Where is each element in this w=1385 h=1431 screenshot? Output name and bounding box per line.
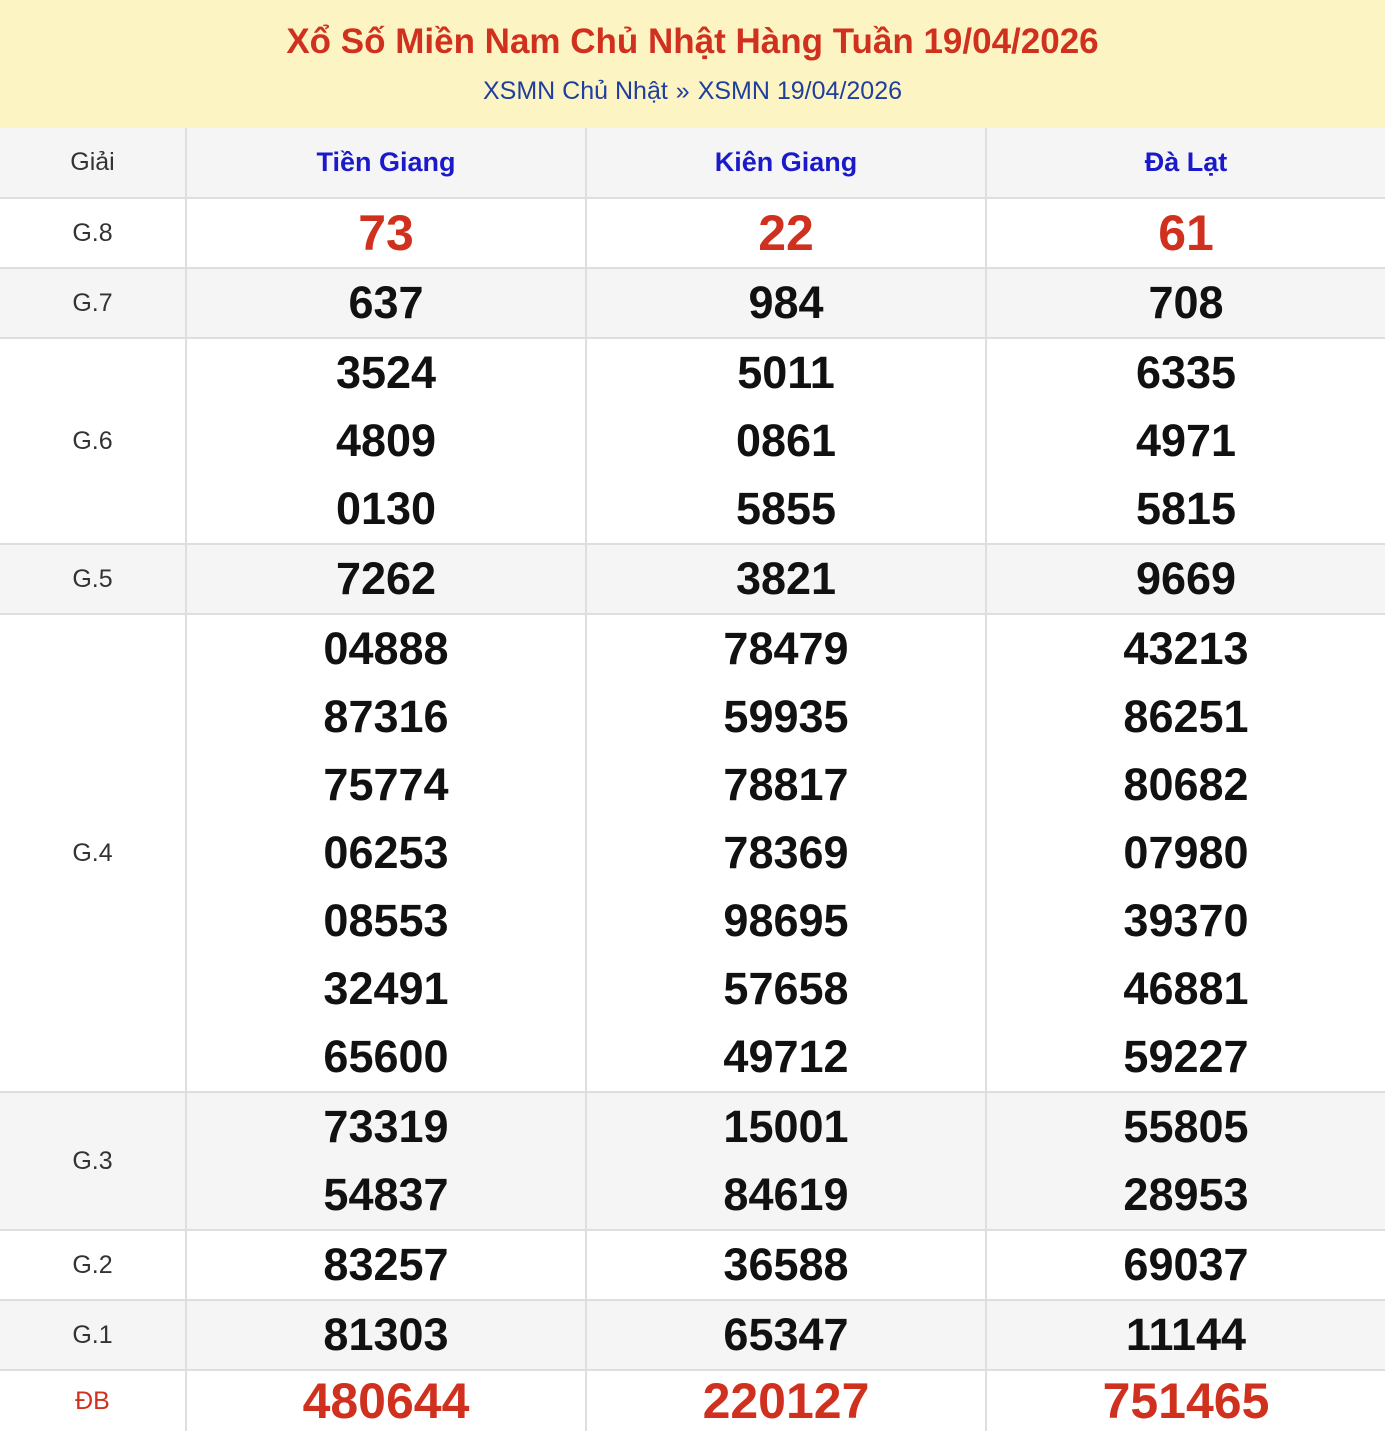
result-number: 06253 [323, 827, 449, 878]
result-number: 28953 [1123, 1169, 1249, 1220]
result-number: 04888 [323, 623, 449, 674]
prize-label: G.4 [0, 614, 186, 1092]
result-cell [586, 338, 986, 544]
result-number: 984 [748, 277, 824, 328]
result-cell [586, 1092, 986, 1230]
prize-label: G.8 [0, 198, 186, 268]
result-number: 81303 [323, 1309, 449, 1360]
result-number: 43213 [1123, 623, 1249, 674]
result-cell [986, 268, 1385, 338]
result-number: 80682 [1123, 759, 1249, 810]
prize-label: G.7 [0, 268, 186, 338]
result-cell [586, 614, 986, 1092]
result-cell [586, 268, 986, 338]
result-number: 65347 [723, 1309, 849, 1360]
province-header-tien-giang[interactable]: Tiền Giang [186, 128, 586, 198]
result-cell [986, 614, 1385, 1092]
result-number: 36588 [723, 1239, 849, 1290]
result-cell [586, 1300, 986, 1370]
result-number: 54837 [323, 1169, 449, 1220]
results-table [0, 128, 1385, 1431]
breadcrumb-link-sunday[interactable]: XSMN Chủ Nhật [483, 77, 668, 105]
result-number: 4971 [1135, 415, 1237, 466]
result-cell [986, 198, 1385, 268]
prize-row-g8 [0, 198, 1385, 268]
result-number: 78479 [723, 623, 849, 674]
result-cell [986, 1300, 1385, 1370]
prize-row-g1 [0, 1300, 1385, 1370]
result-number: 73319 [323, 1101, 449, 1152]
result-number: 86251 [1123, 691, 1249, 742]
result-cell [986, 1092, 1385, 1230]
prize-row-g7 [0, 268, 1385, 338]
result-number: 78369 [723, 827, 849, 878]
prize-label: G.6 [0, 338, 186, 544]
result-cell [586, 1370, 986, 1431]
result-cell [186, 338, 586, 544]
result-number: 5815 [1135, 483, 1237, 534]
result-number: 75774 [323, 759, 449, 810]
result-number: 59227 [1123, 1031, 1249, 1082]
result-number: 637 [348, 277, 424, 328]
result-number: 55805 [1123, 1101, 1249, 1152]
result-number: 46881 [1123, 963, 1249, 1014]
prize-row-g6 [0, 338, 1385, 544]
result-number: 4809 [335, 415, 437, 466]
result-number: 59935 [723, 691, 849, 742]
result-number: 751465 [1102, 1373, 1270, 1429]
prize-label: G.3 [0, 1092, 186, 1230]
result-cell [186, 1092, 586, 1230]
result-number: 49712 [723, 1031, 849, 1082]
result-cell [186, 268, 586, 338]
prize-label: ĐB [0, 1370, 186, 1431]
result-cell [986, 1230, 1385, 1300]
prize-row-g5 [0, 544, 1385, 614]
result-number: 61 [1158, 205, 1214, 261]
prize-row-g2 [0, 1230, 1385, 1300]
result-number: 57658 [723, 963, 849, 1014]
result-cell [186, 1230, 586, 1300]
result-number: 0130 [335, 483, 437, 534]
result-cell [586, 198, 986, 268]
result-number: 5011 [737, 347, 835, 398]
province-header-kien-giang[interactable]: Kiên Giang [586, 128, 986, 198]
result-number: 69037 [1123, 1239, 1249, 1290]
result-number: 480644 [302, 1373, 470, 1429]
prize-label: G.2 [0, 1230, 186, 1300]
result-number: 39370 [1123, 895, 1249, 946]
prize-row-g3 [0, 1092, 1385, 1230]
result-number: 08553 [323, 895, 449, 946]
result-cell [986, 544, 1385, 614]
prize-label: G.5 [0, 544, 186, 614]
result-number: 11144 [1125, 1309, 1247, 1360]
result-number: 6335 [1135, 347, 1237, 398]
result-cell [986, 338, 1385, 544]
result-number: 15001 [723, 1101, 849, 1152]
result-number: 78817 [723, 759, 849, 810]
result-number: 708 [1148, 277, 1224, 328]
result-cell [586, 544, 986, 614]
result-cell [186, 544, 586, 614]
breadcrumb-separator: » [675, 77, 690, 105]
page-header [0, 0, 1385, 128]
result-cell [986, 1370, 1385, 1431]
prize-label: G.1 [0, 1300, 186, 1370]
breadcrumb [0, 74, 1385, 108]
result-number: 3821 [735, 553, 837, 604]
result-number: 98695 [723, 895, 849, 946]
result-number: 3524 [335, 347, 437, 398]
table-header-row [0, 128, 1385, 198]
result-number: 83257 [323, 1239, 449, 1290]
result-cell [186, 614, 586, 1092]
result-cell [586, 1230, 986, 1300]
result-cell [186, 1300, 586, 1370]
prize-row-special [0, 1370, 1385, 1431]
result-number: 07980 [1123, 827, 1249, 878]
result-number: 73 [358, 205, 414, 261]
result-number: 65600 [323, 1031, 449, 1082]
page-title: Xổ Số Miền Nam Chủ Nhật Hàng Tuần 19/04/2026 [286, 22, 1099, 61]
breadcrumb-link-date[interactable]: XSMN 19/04/2026 [697, 77, 902, 105]
result-number: 32491 [323, 963, 449, 1014]
result-number: 7262 [335, 553, 437, 604]
result-number: 220127 [702, 1373, 870, 1429]
prize-row-g4 [0, 614, 1385, 1092]
result-number: 0861 [735, 415, 837, 466]
prize-column-header: Giải [0, 128, 186, 198]
result-number: 84619 [723, 1169, 849, 1220]
result-number: 5855 [735, 483, 837, 534]
result-cell [186, 198, 586, 268]
province-header-da-lat[interactable]: Đà Lạt [986, 128, 1385, 198]
result-number: 22 [758, 205, 814, 261]
result-cell [186, 1370, 586, 1431]
result-number: 87316 [323, 691, 449, 742]
result-number: 9669 [1135, 553, 1237, 604]
